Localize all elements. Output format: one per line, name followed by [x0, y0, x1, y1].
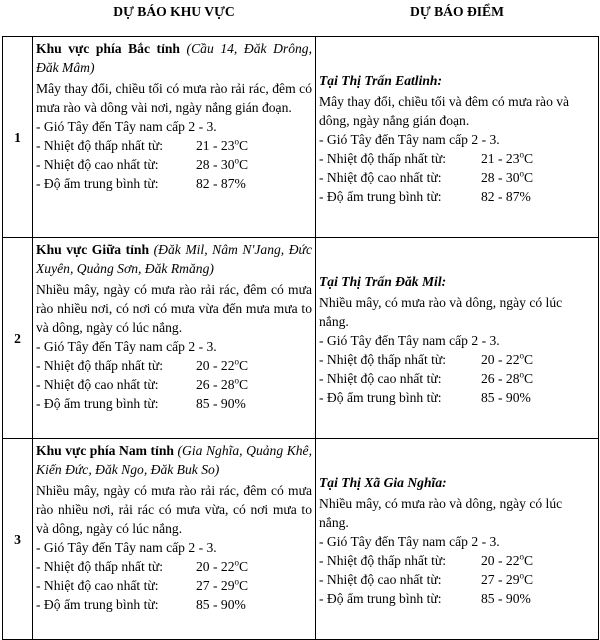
- point-title: Tại Thị Trấn Đăk Mil:: [319, 274, 447, 289]
- label: - Nhiệt độ thấp nhất từ:: [319, 151, 447, 166]
- region-places: (Gia Nghĩa, Quảng Khê, Kiến Đức, Đăk Ngo, Đăk Buk So): [36, 443, 312, 477]
- region-max-temp: [36, 155, 312, 174]
- point-humidity: [319, 589, 595, 608]
- point-forecast-cell: [316, 439, 599, 640]
- region-min-temp: [36, 557, 312, 576]
- region-forecast-cell: [33, 37, 316, 238]
- forecast-table: [2, 2, 599, 640]
- label: - Nhiệt độ thấp nhất từ:: [319, 352, 447, 367]
- label: - Nhiệt độ cao nhất từ:: [36, 578, 159, 593]
- value: 28 - 30$^o$C: [481, 168, 534, 185]
- degree-unit: $^o$C: [234, 155, 249, 172]
- region-places: (Cầu 14, Đăk Drông, Đăk Mâm): [36, 41, 312, 75]
- table-row: [3, 238, 599, 439]
- label: - Nhiệt độ cao nhất từ:: [319, 371, 442, 386]
- region-title: Khu vực phía Bắc tỉnh: [36, 41, 180, 56]
- point-max-temp: [319, 168, 595, 187]
- value: 28 - 30$^o$C: [196, 155, 249, 172]
- degree-unit: $^o$C: [234, 576, 249, 593]
- label: - Độ ẩm trung bình từ:: [36, 176, 159, 191]
- value: 27 - 29$^o$C: [481, 570, 534, 587]
- label: - Độ ẩm trung bình từ:: [319, 189, 442, 204]
- region-max-temp: [36, 576, 312, 595]
- point-wind: - Gió Tây đến Tây nam cấp 2 - 3.: [319, 534, 500, 549]
- point-max-temp: [319, 369, 595, 388]
- table-row: [3, 439, 599, 640]
- region-heading: [36, 39, 312, 77]
- region-heading: [36, 441, 312, 479]
- degree-unit: $^o$C: [519, 149, 534, 166]
- region-title: Khu vực Giữa tỉnh: [36, 242, 150, 257]
- label: - Nhiệt độ thấp nhất từ:: [36, 358, 164, 373]
- region-min-temp: [36, 356, 312, 375]
- point-forecast-cell: [316, 238, 599, 439]
- row-number: 3: [3, 439, 33, 640]
- label: - Nhiệt độ cao nhất từ:: [319, 572, 442, 587]
- label: - Nhiệt độ cao nhất từ:: [36, 157, 159, 172]
- degree-unit: $^o$C: [519, 369, 534, 386]
- label: - Nhiệt độ thấp nhất từ:: [319, 553, 447, 568]
- point-description: Nhiều mây, có mưa rào và dông, ngày có lúc nắng.: [319, 295, 563, 329]
- label: - Nhiệt độ cao nhất từ:: [319, 170, 442, 185]
- value: 20 - 22$^o$C: [481, 551, 534, 568]
- point-title: Tại Thị Trấn Eatlinh:: [319, 73, 443, 88]
- point-min-temp: [319, 149, 595, 168]
- region-description: Nhiều mây, ngày có mưa rào rải rác, đêm có mưa rào nhiều nơi, có nơi có mưa vừa đến mưa mưa to và dông, ngày có lúc nắng.: [36, 282, 312, 335]
- value: 20 - 22$^o$C: [481, 350, 534, 367]
- label: - Độ ẩm trung bình từ:: [319, 390, 442, 405]
- region-max-temp: [36, 375, 312, 394]
- point-description: Nhiều mây, có mưa rào và dông, ngày có lúc nắng.: [319, 496, 563, 530]
- value: 85 - 90%: [196, 396, 246, 411]
- point-forecast-cell: [316, 37, 599, 238]
- label: - Độ ẩm trung bình từ:: [36, 396, 159, 411]
- region-humidity: [36, 174, 312, 193]
- degree-unit: $^o$C: [234, 375, 249, 392]
- point-humidity: [319, 187, 595, 206]
- region-wind: - Gió Tây đến Tây nam cấp 2 - 3.: [36, 119, 217, 134]
- region-humidity: [36, 394, 312, 413]
- degree-unit: $^o$C: [519, 570, 534, 587]
- value: 26 - 28$^o$C: [481, 369, 534, 386]
- region-forecast-cell: [33, 439, 316, 640]
- degree-unit: $^o$C: [234, 356, 249, 373]
- region-title: Khu vực phía Nam tỉnh: [36, 443, 174, 458]
- table-row: [3, 37, 599, 238]
- label: - Nhiệt độ cao nhất từ:: [36, 377, 159, 392]
- value: 21 - 23$^o$C: [481, 149, 534, 166]
- region-min-temp: [36, 136, 312, 155]
- value: 85 - 90%: [196, 597, 246, 612]
- header-region: DỰ BÁO KHU VỰC: [113, 4, 235, 19]
- value: 21 - 23$^o$C: [196, 136, 249, 153]
- value: 85 - 90%: [481, 591, 531, 606]
- header-row: [3, 2, 599, 37]
- label: - Nhiệt độ thấp nhất từ:: [36, 559, 164, 574]
- row-number: 1: [3, 37, 33, 238]
- degree-unit: $^o$C: [519, 551, 534, 568]
- value: 82 - 87%: [481, 189, 531, 204]
- value: 27 - 29$^o$C: [196, 576, 249, 593]
- value: 20 - 22$^o$C: [196, 356, 249, 373]
- degree-unit: $^o$C: [234, 136, 249, 153]
- region-wind: - Gió Tây đến Tây nam cấp 2 - 3.: [36, 540, 217, 555]
- region-places: (Đăk Mil, Nâm N'Jang, Đức Xuyên, Quảng Sơn, Đăk Rmăng): [36, 242, 312, 276]
- point-min-temp: [319, 551, 595, 570]
- point-max-temp: [319, 570, 595, 589]
- value: 20 - 22$^o$C: [196, 557, 249, 574]
- header-point: DỰ BÁO ĐIỂM: [410, 4, 504, 19]
- point-min-temp: [319, 350, 595, 369]
- label: - Độ ẩm trung bình từ:: [319, 591, 442, 606]
- region-forecast-cell: [33, 238, 316, 439]
- point-description: Mây thay đổi, chiều tối và đêm có mưa rào và dông, ngày nắng gián đoạn.: [319, 94, 570, 128]
- point-humidity: [319, 388, 595, 407]
- point-wind: - Gió Tây đến Tây nam cấp 2 - 3.: [319, 333, 500, 348]
- region-humidity: [36, 595, 312, 614]
- degree-unit: $^o$C: [234, 557, 249, 574]
- region-heading: [36, 240, 312, 278]
- value: 26 - 28$^o$C: [196, 375, 249, 392]
- value: 85 - 90%: [481, 390, 531, 405]
- point-title: Tại Thị Xã Gia Nghĩa:: [319, 475, 447, 490]
- region-description: Mây thay đổi, chiều tối có mưa rào rải rác, đêm có mưa rào và dông vài nơi, ngày nắng gián đoạn.: [36, 81, 312, 115]
- value: 82 - 87%: [196, 176, 246, 191]
- region-description: Nhiều mây, ngày có mưa rào rải rác, đêm có mưa rào nhiều nơi, rải rác có mưa vừa, có nơi mưa to và dông, ngày có lúc nắng.: [36, 483, 312, 536]
- label: - Nhiệt độ thấp nhất từ:: [36, 138, 164, 153]
- degree-unit: $^o$C: [519, 168, 534, 185]
- degree-unit: $^o$C: [519, 350, 534, 367]
- header-number-cell: [3, 2, 33, 37]
- row-number: 2: [3, 238, 33, 439]
- point-wind: - Gió Tây đến Tây nam cấp 2 - 3.: [319, 132, 500, 147]
- label: - Độ ẩm trung bình từ:: [36, 597, 159, 612]
- region-wind: - Gió Tây đến Tây nam cấp 2 - 3.: [36, 339, 217, 354]
